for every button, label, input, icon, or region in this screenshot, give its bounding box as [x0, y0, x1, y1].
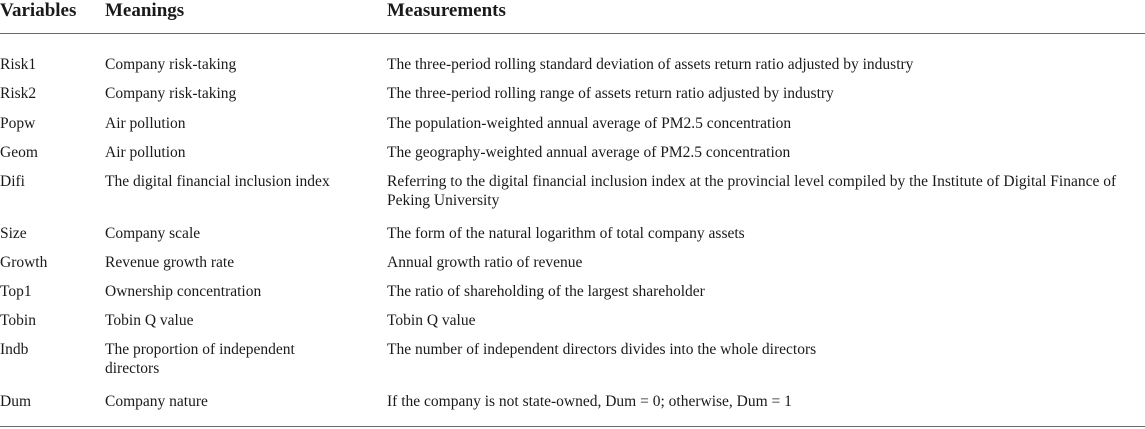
- cell-measurement: The population-weighted annual average of PM2.5 concentration: [387, 115, 792, 132]
- cell-measurement: The geography-weighted annual average of PM2.5 concentration: [387, 144, 791, 161]
- cell-meaning: Ownership concentration: [105, 283, 262, 300]
- cell-variable: Top1: [0, 283, 32, 300]
- cell-meaning: [105, 340, 340, 378]
- table-row: [0, 114, 1145, 143]
- table-body: [0, 55, 1145, 421]
- cell-meaning: The digital financial inclusion index: [105, 173, 330, 190]
- cell-variable: Tobin: [0, 312, 36, 329]
- cell-measurement: [387, 172, 1145, 210]
- cell-measurement: The three-period rolling range of assets return ratio adjusted by industry: [387, 85, 834, 102]
- header-variables: Variables: [0, 0, 77, 21]
- cell-variable: Indb: [0, 341, 29, 358]
- table-row: [0, 392, 1145, 421]
- cell-meaning-line: directors: [105, 360, 160, 377]
- cell-variable: Risk1: [0, 56, 37, 73]
- table-row: [0, 282, 1145, 311]
- cell-measurement: The three-period rolling standard deviation of assets return ratio adjusted by industry: [387, 56, 914, 73]
- table-row: [0, 172, 1145, 224]
- table-row: [0, 311, 1145, 340]
- cell-meaning-line: The proportion of independent: [105, 341, 295, 358]
- cell-variable: Risk2: [0, 85, 37, 102]
- header-measurements: Measurements: [387, 0, 506, 21]
- header-rule: [0, 33, 1145, 34]
- cell-meaning: Air pollution: [105, 144, 186, 161]
- cell-measurement-line: Peking University: [387, 192, 500, 209]
- cell-measurement: The number of independent directors divides into the whole directors: [387, 341, 817, 358]
- table-row: [0, 84, 1145, 114]
- cell-variable: Dum: [0, 393, 31, 410]
- cell-measurement: The ratio of shareholding of the largest shareholder: [387, 283, 705, 300]
- cell-meaning: Company risk-taking: [105, 85, 237, 102]
- header-meanings: Meanings: [105, 0, 185, 21]
- cell-meaning: Company risk-taking: [105, 56, 237, 73]
- table-row: [0, 340, 1145, 392]
- cell-meaning: Air pollution: [105, 115, 186, 132]
- cell-variable: Size: [0, 225, 27, 242]
- table-row: [0, 55, 1145, 84]
- cell-measurement: The form of the natural logarithm of total company assets: [387, 225, 745, 242]
- cell-measurement: Tobin Q value: [387, 312, 476, 329]
- cell-variable: Popw: [0, 115, 36, 132]
- cell-meaning: Company scale: [105, 225, 201, 242]
- cell-variable: Difi: [0, 173, 25, 190]
- cell-meaning: Company nature: [105, 393, 208, 410]
- cell-measurement: If the company is not state-owned, Dum = 0; otherwise, Dum = 1: [387, 393, 792, 410]
- cell-measurement-line: Referring to the digital financial inclusion index at the provincial level compiled by the Institute of Digital Finance of: [387, 173, 1117, 190]
- table-row: [0, 143, 1145, 172]
- cell-measurement: Annual growth ratio of revenue: [387, 254, 583, 271]
- table-row: [0, 224, 1145, 253]
- cell-variable: Growth: [0, 254, 48, 271]
- table-row: [0, 253, 1145, 282]
- cell-meaning: Tobin Q value: [105, 312, 194, 329]
- bottom-rule: [0, 426, 1145, 427]
- cell-meaning: Revenue growth rate: [105, 254, 235, 271]
- table-header: [0, 0, 1145, 30]
- cell-variable: Geom: [0, 144, 38, 161]
